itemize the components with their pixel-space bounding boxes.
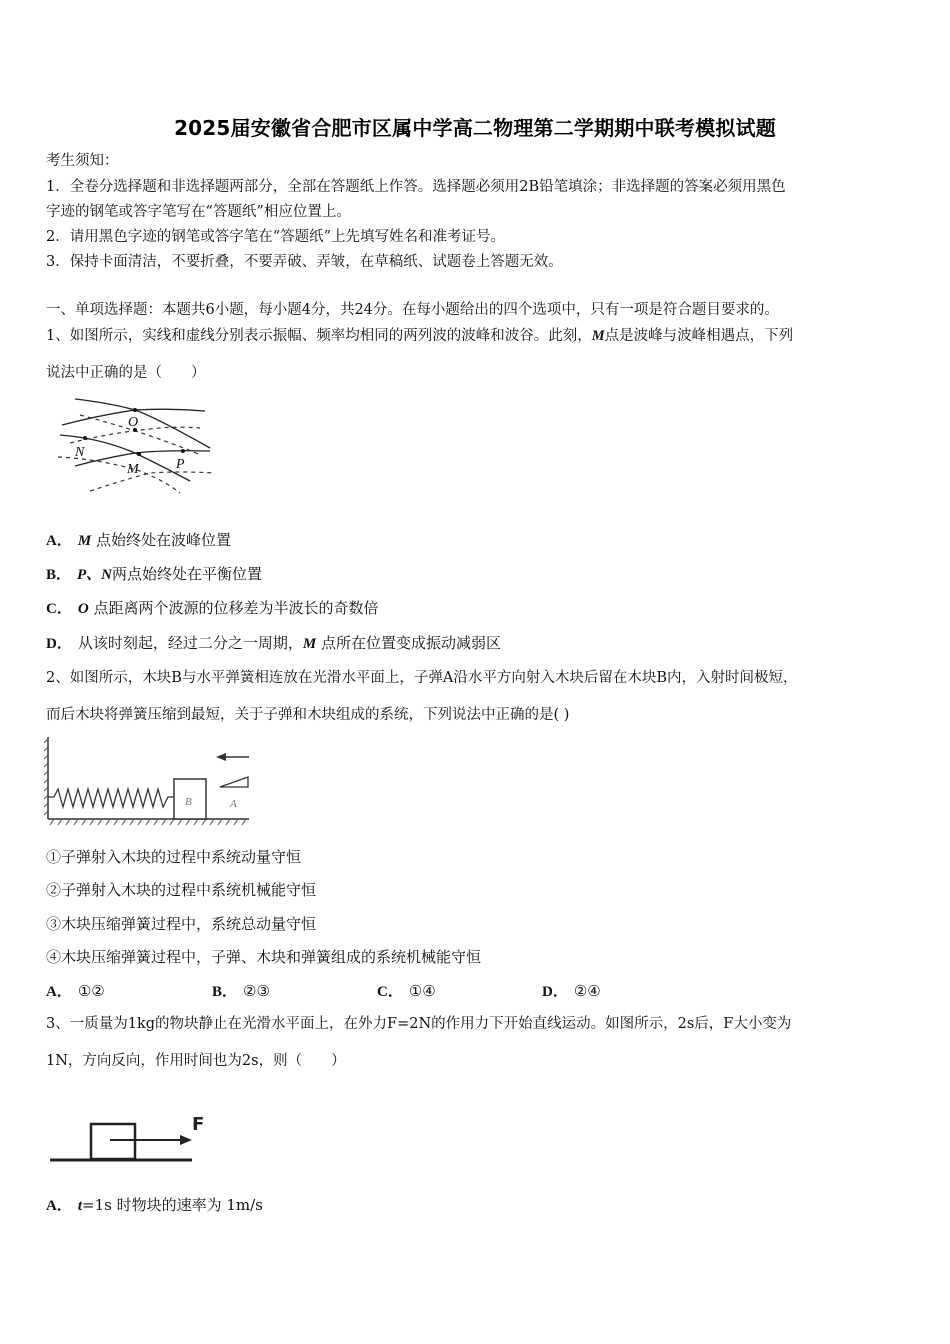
option-letter: A． bbox=[46, 984, 72, 1000]
q2-statement-4: ④木块压缩弹簧过程中，子弹、木块和弹簧组成的系统机械能守恒 bbox=[46, 948, 482, 966]
notice-item-2: 2．请用黑色字迹的钢笔或答字笔在“答题纸”上先填写姓名和准考证号。 bbox=[46, 229, 506, 245]
option-letter: B． bbox=[212, 984, 238, 1000]
option-var: P、N bbox=[77, 567, 113, 583]
label-A: A bbox=[230, 798, 237, 810]
q1-stem-line1 bbox=[46, 326, 793, 346]
option-letter: A． bbox=[46, 533, 72, 549]
q2-stem-line2: 而后木块将弹簧压缩到最短，关于子弹和木块组成的系统，下列说法中正确的是( ) bbox=[46, 707, 570, 723]
notice-item-1-cont: 字迹的钢笔或答字笔写在“答题纸”相应位置上。 bbox=[46, 204, 351, 220]
option-text-pre: 从该时刻起，经过二分之一周期， bbox=[77, 634, 303, 652]
q1-stem-line2: 说法中正确的是（ ） bbox=[46, 365, 206, 381]
q2-statement-1: ①子弹射入木块的过程中系统动量守恒 bbox=[46, 848, 302, 866]
label-M: M bbox=[127, 462, 139, 477]
label-N: N bbox=[75, 445, 85, 460]
option-text: ②③ bbox=[243, 982, 270, 1000]
spring-block-figure bbox=[44, 735, 254, 830]
q3-stem-line1: 3、一质量为1kg的物块静止在光滑水平面上，在外力F=2N的作用力下开始直线运动。如图所示，2s后，F大小变为 bbox=[46, 1016, 792, 1032]
option-var: t bbox=[77, 1198, 83, 1214]
option-letter: A． bbox=[46, 1198, 72, 1214]
section-heading: 一、单项选择题：本题共6小题，每小题4分，共24分。在每小题给出的四个选项中，只有一项是符合题目要求的。 bbox=[46, 302, 779, 318]
label-F: F bbox=[192, 1114, 205, 1135]
notice-item-1: 1．全卷分选择题和非选择题两部分，全部在答题纸上作答。选择题必须用2B铅笔填涂；非选择题的答案必须用黑色 bbox=[46, 179, 786, 195]
q1-stem-var: M bbox=[591, 328, 605, 344]
q2-option-b[interactable] bbox=[212, 981, 270, 1002]
label-B: B bbox=[185, 796, 192, 808]
q2-statement-3: ③木块压缩弹簧过程中，系统总动量守恒 bbox=[46, 915, 317, 933]
option-letter: B． bbox=[46, 567, 72, 583]
label-P: P bbox=[176, 457, 185, 472]
option-var: M bbox=[77, 533, 92, 549]
wave-interference-figure bbox=[50, 393, 220, 498]
option-letter: C． bbox=[46, 601, 72, 617]
option-letter: C． bbox=[377, 984, 403, 1000]
option-text: 点距离两个波源的位移差为半波长的奇数倍 bbox=[93, 599, 379, 617]
q1-option-a[interactable] bbox=[46, 530, 231, 551]
q3-option-a[interactable] bbox=[46, 1195, 263, 1216]
notice-heading: 考生须知： bbox=[46, 153, 119, 169]
page-title: 2025届安徽省合肥市区属中学高二物理第二学期期中联考模拟试题 bbox=[174, 116, 776, 140]
q1-option-c[interactable] bbox=[46, 598, 378, 619]
q1-stem-text: 1、如图所示，实线和虚线分别表示振幅、频率均相同的两列波的波峰和波谷。此刻， bbox=[46, 328, 592, 344]
option-text: 点始终处在波峰位置 bbox=[95, 531, 231, 549]
option-text: =1s 时物块的速率为 1m/s bbox=[82, 1196, 263, 1214]
option-var: O bbox=[77, 601, 89, 617]
q2-statement-2: ②子弹射入木块的过程中系统机械能守恒 bbox=[46, 881, 317, 899]
q3-stem-line2: 1N，方向反向，作用时间也为2s，则（ ） bbox=[46, 1053, 346, 1069]
q1-option-b[interactable] bbox=[46, 564, 262, 585]
q2-option-d[interactable] bbox=[542, 981, 601, 1002]
option-text: 点所在位置变成振动减弱区 bbox=[320, 634, 501, 652]
option-text: 两点始终处在平衡位置 bbox=[112, 565, 263, 583]
option-text: ②④ bbox=[573, 982, 601, 1000]
q1-stem-text-post: 点是波峰与波峰相遇点，下列 bbox=[604, 328, 794, 344]
notice-item-3: 3．保持卡面清洁，不要折叠，不要弄破、弄皱，在草稿纸、试题卷上答题无效。 bbox=[46, 254, 563, 270]
q1-option-d[interactable] bbox=[46, 633, 501, 654]
q2-stem-line1: 2、如图所示，木块B与水平弹簧相连放在光滑水平面上，子弹A沿水平方向射入木块后留在木块B内，入射时间极短， bbox=[46, 670, 798, 686]
label-O: O bbox=[128, 415, 139, 430]
option-var: M bbox=[302, 636, 317, 652]
option-letter: D． bbox=[46, 636, 72, 652]
option-letter: D． bbox=[542, 984, 568, 1000]
q2-option-a[interactable] bbox=[46, 981, 105, 1002]
force-block-figure bbox=[48, 1108, 218, 1164]
option-text: ①④ bbox=[408, 982, 436, 1000]
option-text: ①② bbox=[77, 982, 105, 1000]
q2-option-c[interactable] bbox=[377, 981, 436, 1002]
